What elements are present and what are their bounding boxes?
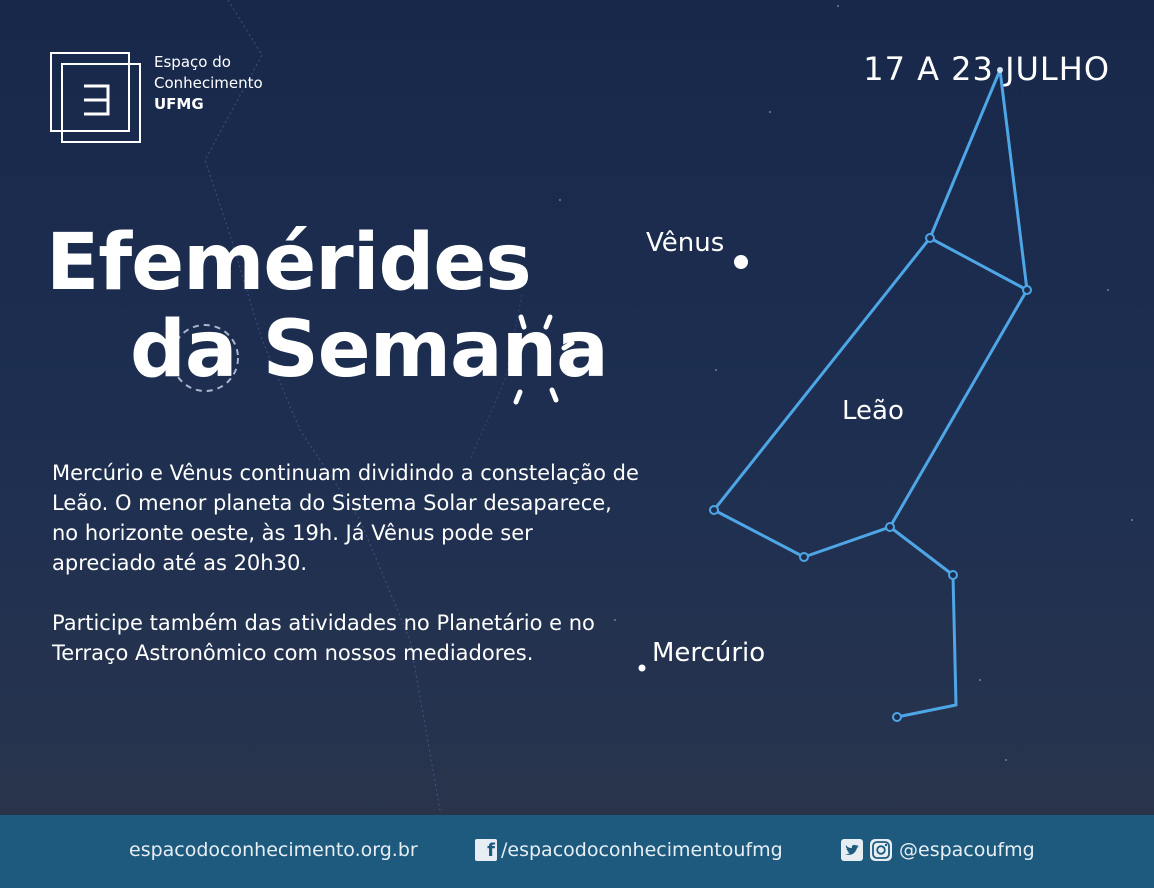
page-title-line-1: Efemérides: [46, 218, 531, 308]
leo-star: [1023, 286, 1031, 294]
social-handle-text: @espacoufmg: [899, 839, 1035, 861]
footer: [0, 815, 1154, 888]
body-paragraph-2: Participe também das atividades no Planetário e no Terraço Astronômico com nossos mediadores.: [52, 611, 595, 665]
page-title-line-2: da Semana: [130, 305, 608, 395]
leo-star: [800, 553, 808, 561]
brand-line-2: Conhecimento: [154, 74, 263, 92]
leo-star: [893, 713, 901, 721]
brand-line-1: Espaço do: [154, 53, 231, 71]
leo-star: [926, 234, 934, 242]
body-text: [52, 458, 642, 698]
social-handle-link[interactable]: [841, 839, 1035, 861]
leo-star: [886, 523, 894, 531]
twitter-icon: [841, 839, 863, 861]
leo-constellation-lines-2: [930, 70, 1027, 290]
date-range: 17 A 23 JULHO: [863, 50, 1110, 88]
facebook-text: /espacodoconhecimentoufmg: [501, 839, 783, 861]
ufmg-logo: [50, 52, 142, 144]
brand-name: [154, 52, 263, 115]
instagram-icon: [870, 839, 892, 861]
constellation-label: Leão: [842, 396, 904, 426]
website-text: espacodoconhecimento.org.br: [129, 839, 418, 861]
facebook-link[interactable]: [475, 839, 783, 861]
leo-star: [949, 571, 957, 579]
leo-constellation-lines: [714, 70, 1000, 717]
facebook-icon: f: [475, 839, 497, 861]
website-link[interactable]: [129, 839, 418, 861]
body-paragraph-1: Mercúrio e Vênus continuam dividindo a constelação de Leão. O menor planeta do Sistema Solar desaparece, no horizonte oeste, às 19h. Já Vênus pode ser apreciado até as 20h30.: [52, 461, 639, 575]
venus-label: Vênus: [646, 228, 725, 258]
brand-line-3: UFMG: [154, 95, 204, 113]
leo-star: [710, 506, 718, 514]
mercury-label: Mercúrio: [652, 638, 766, 668]
background-stars: [559, 5, 1133, 761]
venus-planet: [734, 255, 748, 269]
leo-constellation-lines-3: [890, 290, 1027, 527]
leo-constellation: [710, 67, 1031, 721]
